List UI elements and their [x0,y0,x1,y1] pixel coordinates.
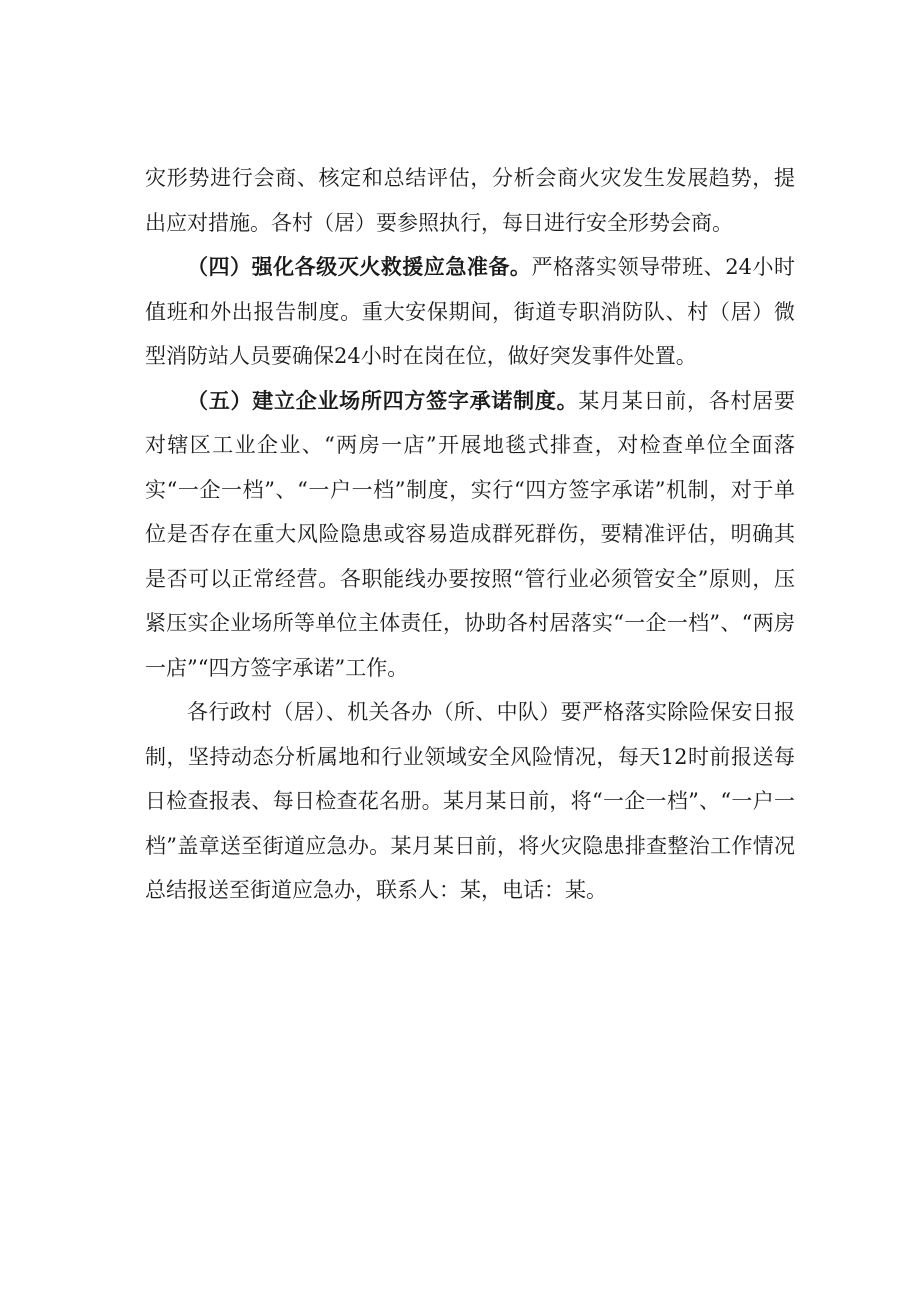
paragraph-text: 各行政村（居）、机关各办（所、中队）要严格落实除险保安日报制，坚持动态分析属地和行业领域安全风险情况，每天12时前报送每日检查报表、每日检查花名册。某月某日前，将“一企一档”、“一户一档”盖章送至街道应急办。某月某日前，将火灾隐患排查整治工作情况总结报送至街道应急办，联系人：某，电话：某。 [145,700,795,902]
document-page [145,156,795,913]
paragraph-section-four [145,245,795,379]
paragraph-section-five [145,379,795,691]
paragraph-text: 某月某日前，各村居要对辖区工业企业、“两房一店”开展地毯式排查，对检查单位全面落实“一企一档”、“一户一档”制度，实行“四方签字承诺”机制，对于单位是否存在重大风险隐患或容易造成群死群伤，要精准评估，明确其是否可以正常经营。各职能线办要按照“管行业必须管安全”原则，压紧压实企业场所等单位主体责任，协助各村居落实“一企一档”、“两房一店”“四方签字承诺”工作。 [145,388,796,680]
paragraph-text: 严格落实领导带班、24小时值班和外出报告制度。重大安保期间，街道专职消防队、村（居）微型消防站人员要确保24小时在岗在位，做好突发事件处置。 [145,255,795,368]
paragraph-closing [145,690,795,913]
section-heading: （四）强化各级灭火救援应急准备。 [187,255,532,279]
paragraph-text: 灾形势进行会商、核定和总结评估，分析会商火灾发生发展趋势，提出应对措施。各村（居）要参照执行，每日进行安全形势会商。 [145,166,795,235]
section-heading: （五）建立企业场所四方签字承诺制度。 [187,388,579,413]
paragraph-continuation [145,156,795,245]
